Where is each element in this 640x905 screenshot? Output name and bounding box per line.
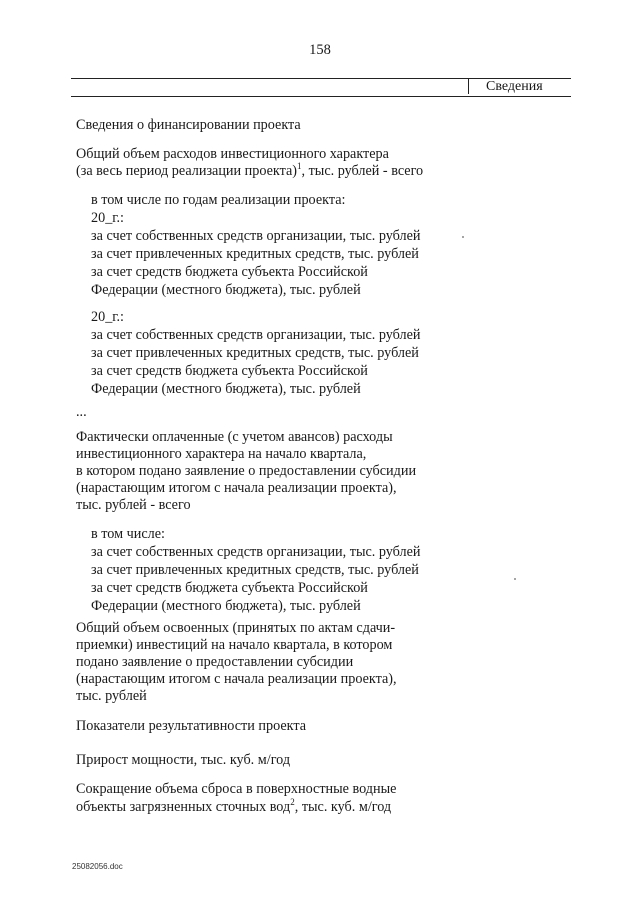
footnote-ref-2: 2 bbox=[290, 797, 295, 807]
year-1-budget-funds-2: Федерации (местного бюджета), тыс. рублей bbox=[91, 282, 361, 298]
scan-speck bbox=[462, 236, 464, 238]
footer-filename: 25082056.doc bbox=[72, 862, 123, 871]
paid-budget-funds-1: за счет средств бюджета субъекта Российской bbox=[91, 580, 368, 596]
total-expenses-suffix: , тыс. рублей - всего bbox=[301, 163, 424, 179]
discharge-suffix: , тыс. куб. м/год bbox=[294, 799, 392, 815]
paid-own-funds: за счет собственных средств организации, тыс. рублей bbox=[91, 544, 421, 560]
header-label: Сведения bbox=[486, 79, 543, 94]
mastered-investments-line-1: Общий объем освоенных (принятых по актам сдачи- bbox=[76, 620, 396, 636]
year-1-own-funds: за счет собственных средств организации, тыс. рублей bbox=[91, 228, 421, 244]
year-1-credit-funds: за счет привлеченных кредитных средств, тыс. рублей bbox=[91, 246, 419, 262]
paid-expenses-line-4: (нарастающим итогом с начала реализации проекта), bbox=[76, 480, 397, 496]
discharge-reduction-line-1: Сокращение объема сброса в поверхностные водные bbox=[76, 781, 397, 797]
ellipsis: ... bbox=[76, 404, 87, 420]
year-2-label: 20_г.: bbox=[91, 309, 124, 325]
mastered-investments-line-5: тыс. рублей bbox=[76, 688, 147, 704]
year-2-own-funds: за счет собственных средств организации, тыс. рублей bbox=[91, 327, 421, 343]
year-2-budget-funds-2: Федерации (местного бюджета), тыс. рублей bbox=[91, 381, 361, 397]
section-heading: Сведения о финансировании проекта bbox=[76, 117, 301, 133]
paid-expenses-line-1: Фактически оплаченные (с учетом авансов) расходы bbox=[76, 429, 393, 445]
discharge-text: объекты загрязненных сточных вод bbox=[76, 799, 291, 815]
indicators-heading: Показатели результативности проекта bbox=[76, 718, 307, 734]
paid-expenses-line-2: инвестиционного характера на начало квартала, bbox=[76, 446, 367, 462]
year-1-label: 20_г.: bbox=[91, 210, 124, 226]
including-label: в том числе: bbox=[91, 526, 165, 542]
page-number: 158 bbox=[309, 42, 331, 58]
total-expenses-line-1: Общий объем расходов инвестиционного характера bbox=[76, 146, 389, 162]
year-2-budget-funds-1: за счет средств бюджета субъекта Российской bbox=[91, 363, 368, 379]
footnote-ref-1: 1 bbox=[297, 161, 302, 171]
mastered-investments-line-2: приемки) инвестиций на начало квартала, в котором bbox=[76, 637, 393, 653]
paid-expenses-line-5: тыс. рублей - всего bbox=[76, 497, 191, 513]
paid-expenses-line-3: в котором подано заявление о предоставлении субсидии bbox=[76, 463, 417, 479]
mastered-investments-line-4: (нарастающим итогом с начала реализации проекта), bbox=[76, 671, 397, 687]
year-2-credit-funds: за счет привлеченных кредитных средств, тыс. рублей bbox=[91, 345, 419, 361]
scan-speck bbox=[514, 578, 516, 580]
capacity-growth: Прирост мощности, тыс. куб. м/год bbox=[76, 752, 291, 768]
paid-credit-funds: за счет привлеченных кредитных средств, тыс. рублей bbox=[91, 562, 419, 578]
year-1-budget-funds-1: за счет средств бюджета субъекта Российской bbox=[91, 264, 368, 280]
by-years-intro: в том числе по годам реализации проекта: bbox=[91, 192, 346, 208]
total-expenses-text: (за весь период реализации проекта) bbox=[76, 163, 298, 179]
paid-budget-funds-2: Федерации (местного бюджета), тыс. рублей bbox=[91, 598, 361, 614]
header-bottom-rule bbox=[71, 96, 571, 97]
mastered-investments-line-3: подано заявление о предоставлении субсидии bbox=[76, 654, 354, 670]
discharge-reduction-line-2 bbox=[76, 799, 391, 817]
total-expenses-line-2 bbox=[76, 163, 423, 181]
